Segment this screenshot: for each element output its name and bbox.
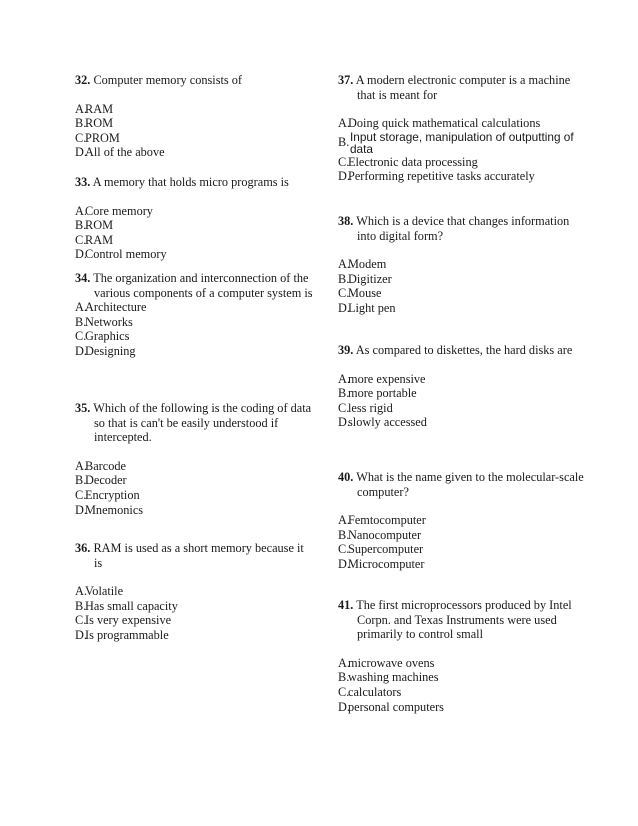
question-stem: [338, 598, 588, 642]
option-letter: A.: [338, 655, 350, 670]
option-letter: A.: [338, 116, 350, 131]
option-text: slowly accessed: [348, 415, 427, 430]
question-stem: [338, 73, 588, 102]
option-a: [338, 116, 588, 131]
option-d: [75, 628, 315, 643]
option-text: Electronic data processing: [348, 154, 478, 169]
option-letter: C.: [338, 542, 350, 557]
question-text: A memory that holds micro programs is: [92, 175, 289, 189]
option-letter: B.: [75, 218, 87, 233]
option-letter: B.: [75, 598, 87, 613]
option-letter: B.: [338, 271, 350, 286]
option-text: less rigid: [348, 400, 393, 415]
question-32: [75, 73, 315, 160]
option-d: [338, 415, 588, 430]
option-text: All of the above: [85, 145, 165, 160]
option-text: Has small capacity: [85, 598, 178, 613]
option-text: Barcode: [85, 458, 126, 473]
question-stem: [75, 401, 315, 445]
option-text: Decoder: [85, 473, 127, 488]
options-list: [75, 204, 315, 262]
option-b: [75, 116, 315, 131]
question-stem: [338, 214, 588, 243]
option-d: [338, 301, 588, 316]
question-stem: [75, 73, 315, 88]
option-text: personal computers: [348, 699, 444, 714]
option-d: [75, 344, 315, 359]
question-number: 35.: [75, 401, 91, 415]
option-a: [338, 257, 588, 272]
option-b: [338, 670, 588, 685]
option-text: washing machines: [348, 670, 439, 685]
option-letter: D.: [338, 169, 350, 184]
option-letter: B.: [338, 135, 350, 150]
option-text: Encryption: [85, 487, 140, 502]
option-letter: D.: [338, 556, 350, 571]
option-text: microwave ovens: [348, 655, 435, 670]
option-letter: A.: [75, 203, 87, 218]
question-text: What is the name given to the molecular-scale computer?: [356, 470, 584, 499]
option-text: Control memory: [85, 247, 167, 262]
question-36: [75, 541, 315, 643]
option-text: Core memory: [85, 203, 153, 218]
option-letter: A.: [338, 371, 350, 386]
option-d: [338, 557, 588, 572]
option-letter: C.: [338, 684, 350, 699]
question-text: As compared to diskettes, the hard disks are: [355, 343, 573, 357]
option-text: RAM: [85, 101, 114, 116]
options-list: [75, 102, 315, 160]
question-number: 37.: [338, 73, 354, 87]
option-text: Is very expensive: [85, 613, 172, 628]
options-list: [338, 116, 588, 184]
option-text: Nanocomputer: [348, 527, 422, 542]
options-list: [338, 656, 588, 714]
option-b: [75, 599, 315, 614]
option-letter: B.: [75, 473, 87, 488]
question-number: 33.: [75, 175, 91, 189]
option-a: [75, 584, 315, 599]
option-c: [338, 286, 588, 301]
option-text: Light pen: [348, 300, 396, 315]
option-text: RAM: [85, 232, 114, 247]
option-text: Digitizer: [348, 271, 392, 286]
option-letter: C.: [338, 154, 350, 169]
options-list: [75, 584, 315, 642]
question-text: The organization and interconnection of the various components of a computer system is: [93, 271, 313, 300]
option-text: ROM: [85, 116, 114, 131]
option-d: [338, 169, 588, 184]
option-letter: C.: [75, 613, 87, 628]
question-38: [338, 214, 588, 316]
option-letter: D.: [338, 699, 350, 714]
option-letter: A.: [75, 458, 87, 473]
option-d: [338, 700, 588, 715]
option-text: more expensive: [348, 371, 426, 386]
option-text: PROM: [85, 130, 120, 145]
question-text: The first microprocessors produced by Intel Corpn. and Texas Instruments were used primarily to control small: [356, 598, 572, 642]
option-c: [75, 613, 315, 628]
option-letter: B.: [338, 527, 350, 542]
question-text: Which is a device that changes information into digital form?: [356, 214, 570, 243]
option-letter: C.: [338, 286, 350, 301]
option-text: Is programmable: [85, 627, 169, 642]
option-letter: A.: [75, 101, 87, 116]
option-letter: D.: [75, 502, 87, 517]
question-number: 36.: [75, 541, 91, 555]
question-35: [75, 401, 315, 517]
option-c: [338, 401, 588, 416]
option-text: Graphics: [85, 329, 130, 344]
question-39: [338, 343, 588, 430]
question-33: [75, 175, 315, 262]
option-text: Femtocomputer: [348, 513, 426, 528]
option-letter: C.: [75, 232, 87, 247]
option-d: [75, 145, 315, 160]
question-number: 32.: [75, 73, 91, 87]
question-text: A modern electronic computer is a machine that is meant for: [355, 73, 571, 102]
option-text: Supercomputer: [348, 542, 424, 557]
option-a: [338, 372, 588, 387]
option-a: [338, 656, 588, 671]
option-b: [75, 473, 315, 488]
option-a: [75, 102, 315, 117]
options-list: [338, 513, 588, 571]
option-letter: C.: [75, 487, 87, 502]
option-text: Mouse: [348, 286, 382, 301]
option-text: Designing: [85, 343, 136, 358]
option-text: calculators: [348, 684, 402, 699]
options-list: [75, 459, 315, 517]
question-text: Computer memory consists of: [93, 73, 243, 87]
option-letter: D.: [75, 145, 87, 160]
option-c: [338, 685, 588, 700]
option-text: Modem: [348, 257, 387, 272]
option-letter: B.: [75, 314, 87, 329]
option-text: Architecture: [85, 300, 147, 315]
question-number: 39.: [338, 343, 354, 357]
question-37: [338, 73, 588, 184]
question-stem: [338, 343, 588, 358]
option-letter: B.: [338, 670, 350, 685]
option-letter: D.: [338, 300, 350, 315]
option-b: [75, 218, 315, 233]
option-c: [75, 329, 315, 344]
option-letter: D.: [75, 247, 87, 262]
option-b: [75, 315, 315, 330]
option-c: [338, 155, 588, 170]
option-a: [75, 459, 315, 474]
option-letter: D.: [75, 343, 87, 358]
option-c: [75, 131, 315, 146]
option-c: [338, 542, 588, 557]
option-letter: B.: [75, 116, 87, 131]
option-a: [75, 300, 315, 315]
question-stem: [75, 541, 315, 570]
options-list: [75, 300, 315, 358]
option-b: [338, 272, 588, 287]
option-c: [75, 233, 315, 248]
option-text: Microcomputer: [348, 556, 425, 571]
option-a: [75, 204, 315, 219]
question-number: 40.: [338, 470, 354, 484]
question-41: [338, 598, 588, 714]
option-letter: C.: [75, 329, 87, 344]
option-text: Mnemonics: [85, 502, 144, 517]
options-list: [338, 372, 588, 430]
question-text: RAM is used as a short memory because it is: [93, 541, 304, 570]
options-list: [338, 257, 588, 315]
question-stem: [338, 470, 588, 499]
question-number: 34.: [75, 271, 91, 285]
question-34: [75, 271, 315, 359]
option-d: [75, 503, 315, 518]
option-letter: B.: [338, 386, 350, 401]
option-b: [338, 386, 588, 401]
question-40: [338, 470, 588, 572]
option-letter: D.: [338, 415, 350, 430]
option-text: Performing repetitive tasks accurately: [348, 169, 535, 184]
option-text: Networks: [85, 314, 133, 329]
option-c: [75, 488, 315, 503]
question-number: 38.: [338, 214, 354, 228]
option-d: [75, 247, 315, 262]
question-stem: [75, 175, 315, 190]
option-b: [338, 131, 588, 155]
option-letter: C.: [75, 130, 87, 145]
option-a: [338, 513, 588, 528]
option-letter: A.: [338, 257, 350, 272]
question-number: 41.: [338, 598, 354, 612]
option-letter: A.: [75, 300, 87, 315]
option-letter: A.: [338, 513, 350, 528]
option-text: Volatile: [85, 584, 124, 599]
option-letter: A.: [75, 584, 87, 599]
option-letter: C.: [338, 400, 350, 415]
option-text: Doing quick mathematical calculations: [348, 116, 541, 131]
option-text: Input storage, manipulation of outputting of data: [350, 129, 574, 156]
option-text: ROM: [85, 218, 114, 233]
option-b: [338, 528, 588, 543]
question-text: Which of the following is the coding of data so that is can't be easily understood if intercepted.: [93, 401, 312, 445]
option-text: more portable: [348, 386, 417, 401]
option-letter: D.: [75, 627, 87, 642]
question-stem: [75, 271, 315, 300]
